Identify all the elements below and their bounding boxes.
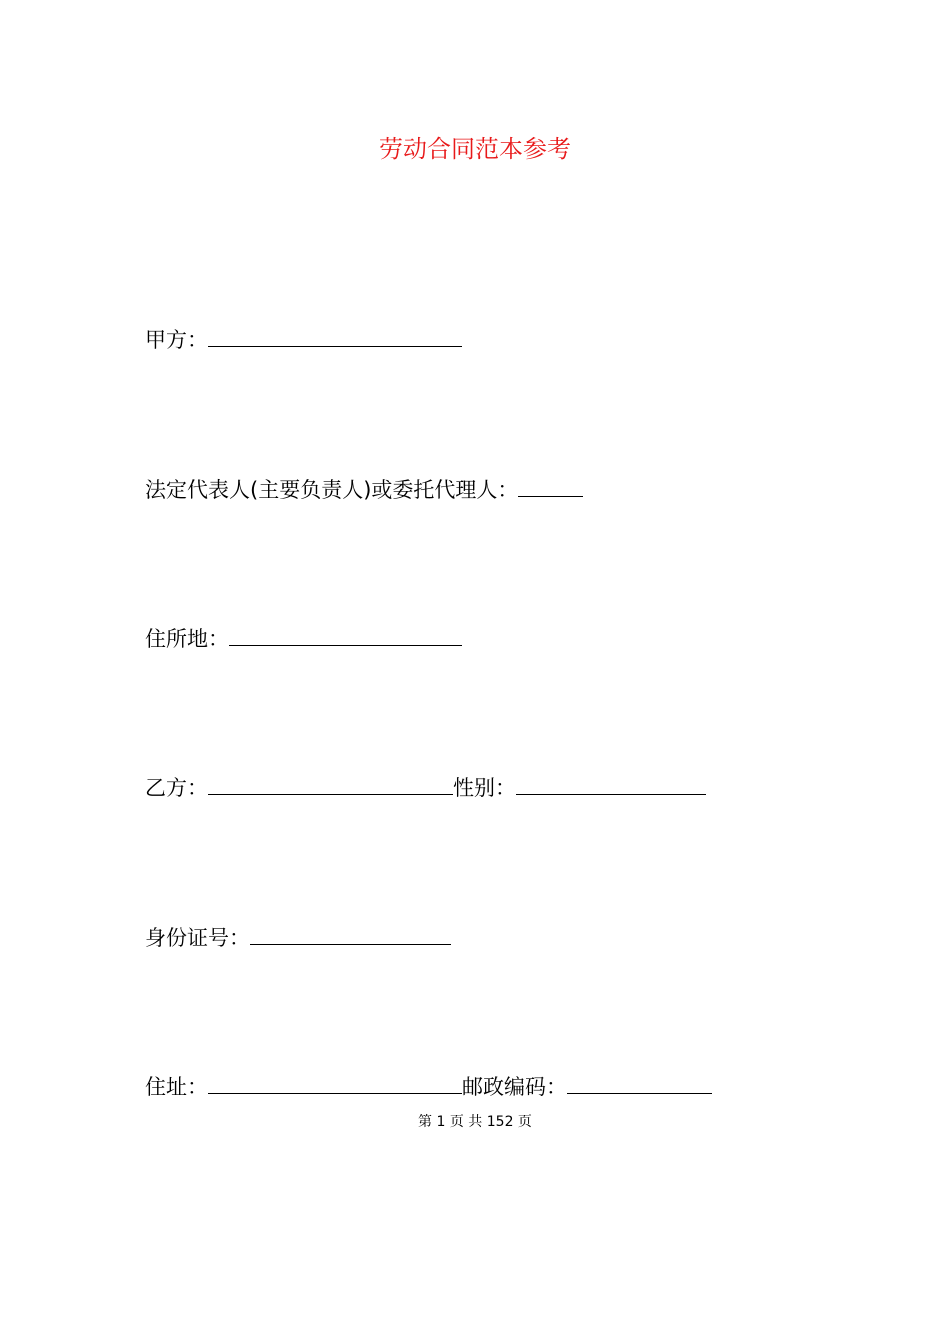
address-a-line [145, 624, 462, 654]
party-b-blank[interactable] [208, 774, 453, 795]
party-b-label: 乙方： [145, 776, 208, 800]
id-number-line [145, 923, 451, 953]
postcode-label: 邮政编码： [462, 1075, 567, 1099]
address-b-line [145, 1072, 712, 1102]
id-number-blank[interactable] [250, 924, 451, 945]
address-a-label: 住所地： [145, 627, 229, 651]
postcode-blank[interactable] [567, 1073, 712, 1094]
party-a-blank[interactable] [208, 326, 462, 347]
legal-rep-label: 法定代表人(主要负责人)或委托代理人： [145, 478, 519, 502]
party-a-label: 甲方： [145, 328, 208, 352]
party-b-line [145, 773, 706, 803]
legal-rep-line [145, 475, 583, 505]
address-b-label: 住址： [145, 1075, 208, 1099]
gender-blank[interactable] [516, 774, 706, 795]
page-footer: 第 1 页 共 152 页 [418, 1114, 532, 1130]
gender-label: 性别： [453, 776, 516, 800]
id-number-label: 身份证号： [145, 926, 250, 950]
address-a-blank[interactable] [229, 625, 462, 646]
address-b-blank[interactable] [208, 1073, 462, 1094]
party-a-line [145, 325, 462, 355]
legal-rep-blank[interactable] [518, 476, 583, 497]
document-title: 劳动合同范本参考 [379, 135, 571, 163]
